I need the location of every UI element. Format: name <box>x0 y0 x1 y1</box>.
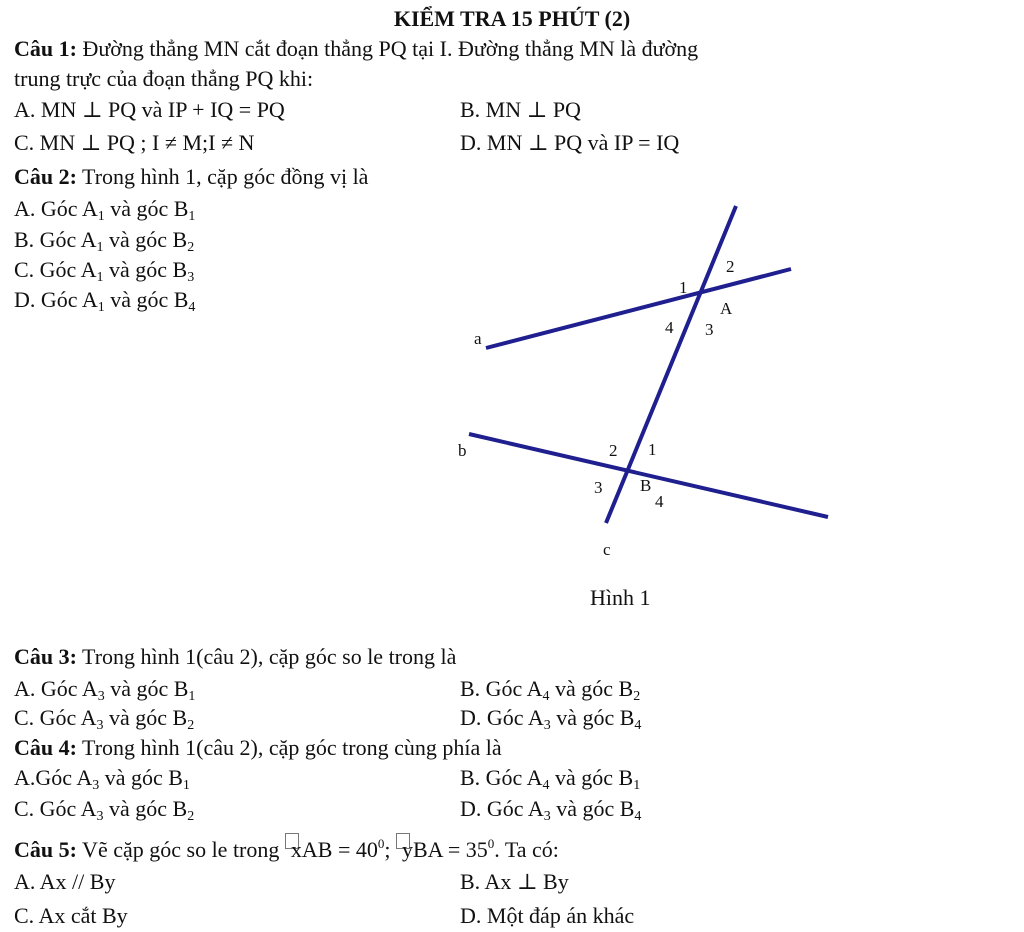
label-angle-a1: 1 <box>679 278 688 297</box>
q3-option-c: C. Góc $A_3$ và góc $B_2$ <box>14 705 195 733</box>
q1-option-b: B. MN ⊥ PQ <box>460 97 581 122</box>
question-4-label: Câu 4: <box>14 735 77 760</box>
question-3-label: Câu 3: <box>14 644 77 669</box>
line-a <box>486 269 791 348</box>
q2-option-a: A. Góc $A_1$ và góc $B_1$ <box>14 196 196 224</box>
label-b: b <box>458 441 467 460</box>
question-2-label: Câu 2: <box>14 164 77 189</box>
q2-option-d: D. Góc $A_1$ và góc $B_4$ <box>14 287 196 315</box>
q2-option-c: C. Góc $A_1$ và góc $B_3$ <box>14 257 195 285</box>
q4-option-c: C. Góc $A_3$ và góc $B_2$ <box>14 796 195 824</box>
q1-option-a: A. MN ⊥ PQ và IP + IQ = PQ <box>14 97 285 122</box>
question-1-text-line1: Đường thẳng MN cắt đoạn thẳng PQ tại I. Đường thẳng MN là đường <box>76 36 699 61</box>
figure-caption: Hình 1 <box>590 585 651 610</box>
question-5-text: Vẽ cặp góc so le trong <box>76 837 285 862</box>
label-angle-a3: 3 <box>705 320 714 339</box>
angle-yba: yBA = 35 <box>401 837 488 862</box>
question-4-text: Trong hình 1(câu 2), cặp góc trong cùng phía là <box>76 735 502 760</box>
label-a: a <box>474 329 482 348</box>
angle-xab: xAB = 40 <box>290 837 378 862</box>
q1-option-d: D. MN ⊥ PQ và IP = IQ <box>460 130 680 155</box>
question-3-text: Trong hình 1(câu 2), cặp góc so le trong là <box>76 644 457 669</box>
q5-option-d: D. Một đáp án khác <box>460 903 635 928</box>
label-c: c <box>603 540 611 559</box>
label-point-b: B <box>640 476 652 495</box>
question-1-label: Câu 1: <box>14 36 77 61</box>
figure-1-diagram <box>440 190 840 570</box>
page-title: KIỂM TRA 15 PHÚT (2) <box>393 6 631 31</box>
question-1 <box>14 36 698 62</box>
line-c <box>606 206 736 523</box>
q5-option-b: B. Ax ⊥ By <box>460 869 569 894</box>
label-angle-b4: 4 <box>655 492 664 511</box>
q4-option-a: A.Góc $A_3$ và góc $B_1$ <box>14 765 190 793</box>
label-angle-b3: 3 <box>594 478 603 497</box>
question-2-text: Trong hình 1, cặp góc đồng vị là <box>76 164 369 189</box>
q1-option-c: C. MN ⊥ PQ ; I ≠ M;I ≠ N <box>14 130 255 155</box>
label-angle-b2: 2 <box>609 441 618 460</box>
q4-option-b: B. Góc $A_4$ và góc $B_1$ <box>460 765 641 793</box>
label-point-a: A <box>720 299 733 318</box>
q3-option-d: D. Góc $A_3$ và góc $B_4$ <box>460 705 642 733</box>
q3-option-a: A. Góc $A_3$ và góc $B_1$ <box>14 676 196 704</box>
q2-option-b: B. Góc $A_1$ và góc $B_2$ <box>14 227 195 255</box>
question-3 <box>14 644 456 670</box>
figure-1 <box>440 190 840 575</box>
question-5: Câu 5: Vẽ cặp góc so le trong xAB = $40^0$; yBA = $35^0$. Ta có: <box>14 833 559 863</box>
question-1-text-line2: trung trực của đoạn thẳng PQ khi: <box>14 66 314 91</box>
q4-option-d: D. Góc $A_3$ và góc $B_4$ <box>460 796 642 824</box>
question-5-label: Câu 5: <box>14 837 77 862</box>
label-angle-b1: 1 <box>648 440 657 459</box>
q3-option-b: B. Góc $A_4$ và góc $B_2$ <box>460 676 641 704</box>
label-angle-a4: 4 <box>665 318 674 337</box>
question-4 <box>14 735 502 761</box>
q5-option-c: C. Ax cắt By <box>14 903 128 928</box>
label-angle-a2: 2 <box>726 257 735 276</box>
question-2 <box>14 164 368 190</box>
q5-option-a: A. Ax // By <box>14 869 116 894</box>
